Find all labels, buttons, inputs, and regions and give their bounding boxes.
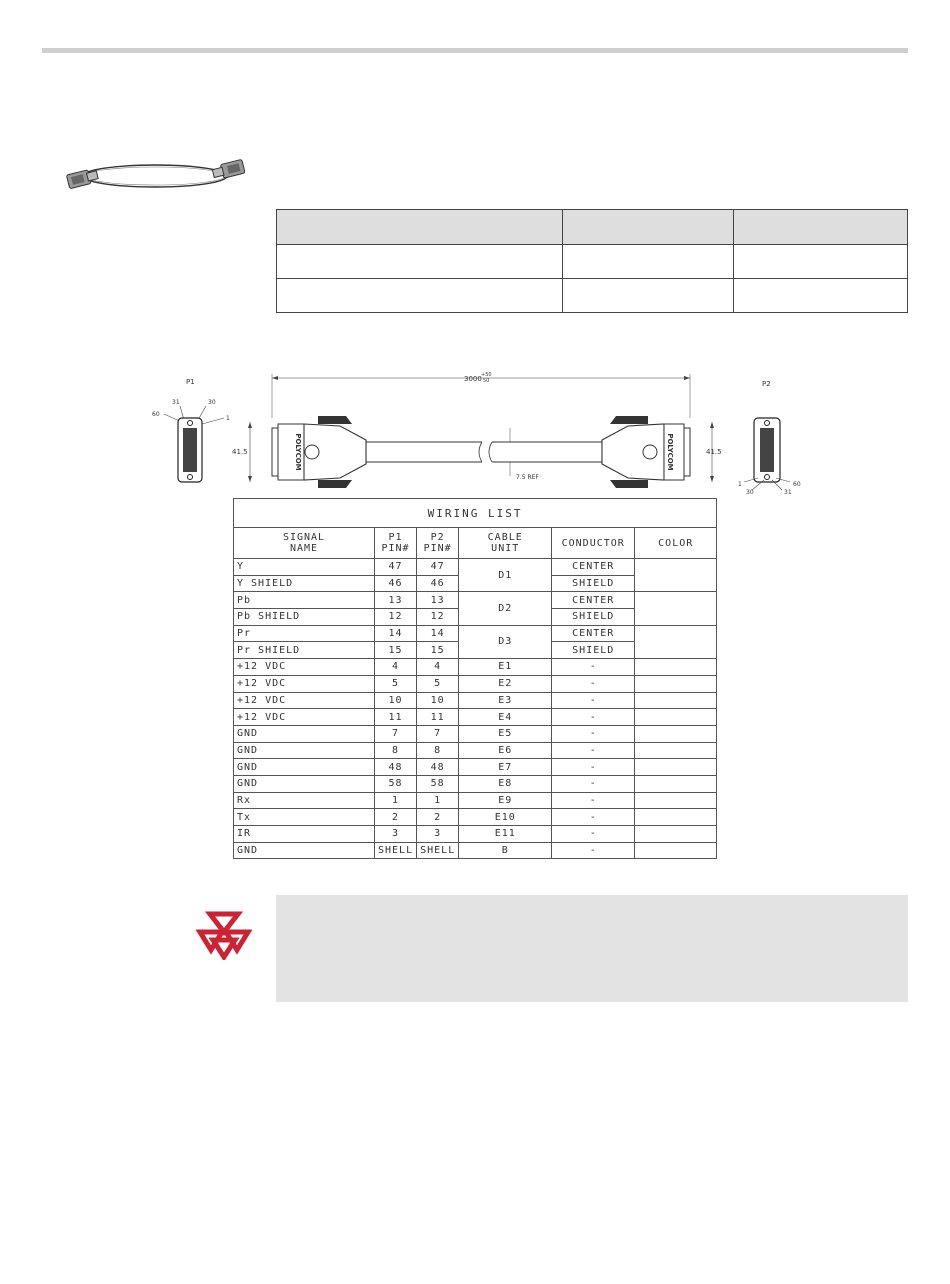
color-cell [635,692,717,709]
signal-cell: GND [234,742,375,759]
p1-pin-cell: 11 [375,709,417,726]
header-cable-unit: CABLE UNIT [459,528,552,559]
header-signal-name: SIGNAL NAME [234,528,375,559]
cable-unit-cell: E8 [459,775,552,792]
cable-unit-cell: E7 [459,759,552,776]
signal-cell: Y SHIELD [234,575,375,592]
note-box [276,895,908,1002]
left-brand-mark: POLYCOM [294,433,302,471]
conductor-cell: CENTER [552,559,635,576]
wiring-list-title: WIRING LIST [234,499,717,528]
table-row [234,742,717,759]
specification-table [276,209,908,313]
p1-pin31-label: 31 [172,399,180,406]
conductor-cell: - [552,709,635,726]
cable-unit-cell: B [459,842,552,859]
p1-pin-cell: 4 [375,659,417,676]
color-cell [635,592,717,625]
p2-pin-cell: 4 [417,659,459,676]
p2-pin-cell: 2 [417,809,459,826]
table-row [234,792,717,809]
p1-pin-cell: 13 [375,592,417,609]
p1-pin-cell: 2 [375,809,417,826]
cable-unit-cell: E9 [459,792,552,809]
p2-pin31-label: 31 [784,489,792,496]
cable-technical-drawing [140,368,810,496]
signal-cell: GND [234,775,375,792]
conductor-cell: CENTER [552,592,635,609]
conductor-cell: - [552,725,635,742]
conductor-cell: SHIELD [552,642,635,659]
header-conductor: CONDUCTOR [552,528,635,559]
cable-unit-cell: E1 [459,659,552,676]
table-row [234,692,717,709]
length-tolerance-plus: +50 [481,372,492,378]
conductor-cell: SHIELD [552,575,635,592]
p2-pin-cell: 47 [417,559,459,576]
cable-unit-cell: D3 [459,625,552,658]
p2-pin-cell: 58 [417,775,459,792]
p2-pin1-label: 1 [738,481,742,488]
spec-table-row [277,245,908,279]
p1-pin-cell: 7 [375,725,417,742]
signal-cell: +12 VDC [234,709,375,726]
spec-table-header-row [277,210,908,245]
right-brand-mark: POLYCOM [666,433,674,471]
color-cell [635,742,717,759]
table-row [234,675,717,692]
p1-pin-cell: 5 [375,675,417,692]
cable-unit-cell: D1 [459,559,552,592]
cable-unit-cell: E2 [459,675,552,692]
signal-cell: GND [234,759,375,776]
p1-pin-cell: 1 [375,792,417,809]
conductor-cell: SHIELD [552,609,635,626]
p2-pin-cell: 48 [417,759,459,776]
signal-cell: GND [234,842,375,859]
cable-unit-cell: E5 [459,725,552,742]
p1-pin-cell: 12 [375,609,417,626]
p1-pin-cell: 15 [375,642,417,659]
signal-cell: Pb SHIELD [234,609,375,626]
p1-pin30-label: 30 [208,399,216,406]
cable-unit-cell: D2 [459,592,552,625]
p2-pin-cell: 7 [417,725,459,742]
signal-cell: Pb [234,592,375,609]
wiring-list-header-row [234,528,717,559]
conductor-cell: - [552,775,635,792]
p1-pin-cell: 10 [375,692,417,709]
p1-pin60-label: 60 [152,411,160,418]
color-cell [635,725,717,742]
p2-label: P2 [762,380,771,388]
p1-pin-cell: 47 [375,559,417,576]
p2-pin30-label: 30 [746,489,754,496]
header-color: COLOR [635,528,717,559]
table-row [234,809,717,826]
color-cell [635,809,717,826]
table-row [234,775,717,792]
signal-cell: Tx [234,809,375,826]
color-cell [635,759,717,776]
table-row [234,759,717,776]
signal-cell: GND [234,725,375,742]
p2-pin-cell: 8 [417,742,459,759]
p1-pin-cell: 8 [375,742,417,759]
cable-unit-cell: E3 [459,692,552,709]
signal-cell: Pr SHIELD [234,642,375,659]
cable-thumbnail-image [60,150,250,200]
p1-pin-cell: 48 [375,759,417,776]
conductor-cell: - [552,659,635,676]
p2-pin60-label: 60 [793,481,801,488]
color-cell [635,826,717,843]
p1-pin-cell: SHELL [375,842,417,859]
table-row [234,826,717,843]
conductor-cell: - [552,792,635,809]
p2-pin-cell: SHELL [417,842,459,859]
cable-unit-cell: E10 [459,809,552,826]
signal-cell: IR [234,826,375,843]
height-right-dimension: 41.5 [706,448,722,456]
p1-pin-cell: 46 [375,575,417,592]
signal-cell: +12 VDC [234,659,375,676]
p2-pin-cell: 3 [417,826,459,843]
p1-pin-cell: 14 [375,625,417,642]
color-cell [635,559,717,592]
spec-table-row [277,279,908,313]
signal-cell: +12 VDC [234,692,375,709]
p2-pin-cell: 13 [417,592,459,609]
cable-ref-dimension: 7.5 REF [516,474,539,481]
table-row [234,659,717,676]
p1-pin1-label: 1 [226,415,230,422]
color-cell [635,775,717,792]
header-p1-pin: P1 PIN# [375,528,417,559]
conductor-cell: - [552,809,635,826]
conductor-cell: - [552,759,635,776]
signal-cell: Y [234,559,375,576]
p2-pin-cell: 10 [417,692,459,709]
table-row [234,559,717,576]
length-tolerance-minus: 50 [483,378,490,384]
table-row [234,842,717,859]
table-row [234,625,717,642]
table-row [234,709,717,726]
p2-pin-cell: 15 [417,642,459,659]
p2-pin-cell: 5 [417,675,459,692]
p2-pin-cell: 12 [417,609,459,626]
signal-cell: +12 VDC [234,675,375,692]
p1-pin-cell: 3 [375,826,417,843]
color-cell [635,709,717,726]
height-left-dimension: 41.5 [232,448,248,456]
header-p2-pin: P2 PIN# [417,528,459,559]
p1-pin-cell: 58 [375,775,417,792]
cable-unit-cell: E11 [459,826,552,843]
cable-unit-cell: E4 [459,709,552,726]
signal-cell: Rx [234,792,375,809]
table-row [234,725,717,742]
conductor-cell: CENTER [552,625,635,642]
conductor-cell: - [552,675,635,692]
page-header-rule [42,48,908,53]
p2-pin-cell: 46 [417,575,459,592]
polycom-logo-icon [196,910,252,960]
cable-unit-cell: E6 [459,742,552,759]
conductor-cell: - [552,826,635,843]
length-dimension: 3000 [464,375,482,383]
signal-cell: Pr [234,625,375,642]
wiring-list-table [233,498,717,859]
color-cell [635,659,717,676]
conductor-cell: - [552,742,635,759]
color-cell [635,792,717,809]
color-cell [635,842,717,859]
p2-pin-cell: 14 [417,625,459,642]
p2-pin-cell: 1 [417,792,459,809]
conductor-cell: - [552,842,635,859]
conductor-cell: - [552,692,635,709]
color-cell [635,625,717,658]
p2-pin-cell: 11 [417,709,459,726]
color-cell [635,675,717,692]
table-row [234,592,717,609]
p1-label: P1 [186,378,195,386]
